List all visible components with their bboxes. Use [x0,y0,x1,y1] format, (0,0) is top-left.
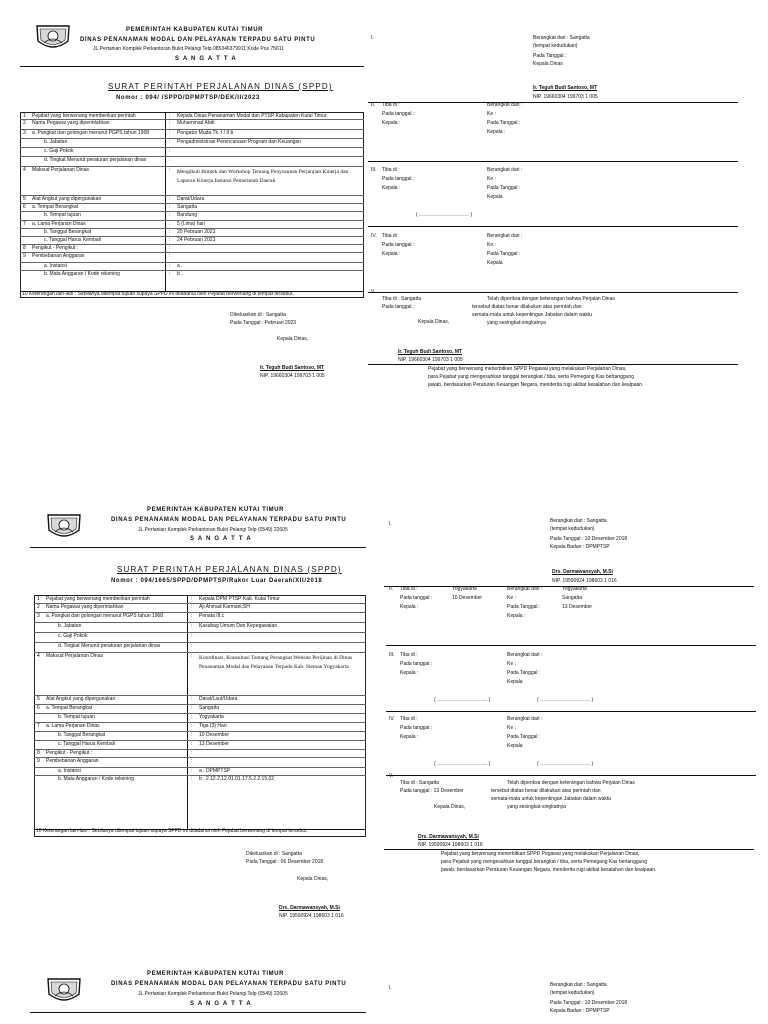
issued-at: Dikeluarkan di : Sangatta [246,851,302,857]
row-value: Mengikuti Bimtek dan Workshop Tentang Penyusunan Perjanjian Kinerja dan Laporan Kinerja Instansi Pemerintah Daerah [177,169,349,184]
row-label: c. Tanggal Harus Kembali [58,741,115,747]
berangkat-dari: Berangkat dari : Sangatta [550,518,607,524]
header-address: JL.Pertanian Komplek Perkantoran Bukit Pelangi Telp (0549) 22605 [138,527,288,533]
stop-ke: Ke : [487,242,496,248]
row-number: 7 [23,221,26,227]
v-text-2: tersebut diatas benar dilakukan atas perintah dan [491,788,601,794]
stop-pada-tanggal: Pada tanggal : [400,661,433,667]
row-label: Maksud Perjalanan Dinas [46,653,103,659]
vi-note-1: Pejabat yang berwenang menerbitkan SPPD Pegawai yang melakukan Perjalanan Dinas, [441,851,640,857]
row-colon: : [169,139,171,145]
row-value: Darat/Udara [177,196,205,202]
row-number: 3 [23,130,26,136]
row-value: Yogyakarta [199,714,224,720]
stop-pada-tanggal: Pada tanggal : [400,725,433,731]
right-roman-i: I. [371,35,374,41]
right-roman-i: I. [389,985,392,991]
top-sign-name: Drs. Darmawansyah, M.Si [552,569,613,575]
v-tiba: Tiba di : Sangatta [400,780,440,786]
stop-berangkat: Berangkat dari : [507,716,543,722]
row-number: 1 [23,113,26,119]
stop-kepala: Kepala : [400,734,419,740]
row-number: 3 [37,613,40,619]
header-city: S A N G A T T A [175,56,237,62]
vi-note-2: para Pejabat yang mengesahkan tanggal berangkat / tiba, serta Pemegang Kas bertanggung [428,374,634,380]
tempat-kedudukan: (tempat kedudukan) [550,526,595,532]
row-colon: : [169,157,171,163]
v-roman: V. [389,773,394,779]
stop-berangkat: Berangkat dari : [487,167,523,173]
row-colon: : [191,653,193,659]
stop-tiba-value: Yogyakarta [452,586,477,592]
header-gov: PEMERINTAH KABUPATEN KUTAI TIMUR [126,27,264,33]
row-label: b. Mata Anggaran / Kode rekening [58,776,134,782]
row-colon: : [191,696,193,702]
v-pada-tanggal: Pada tanggal : [382,304,415,310]
row-value: b . 2.12.2.12.01.01.17.5.2.2.15.02 [199,776,275,782]
row-colon: : [169,148,171,154]
berangkat-dari: Berangkat dari : Sangatta [533,35,590,41]
row-number: 4 [23,167,26,173]
row-value: Tiga (3) Hari [199,723,227,729]
row-number: 9 [23,253,26,259]
stop-kepala-2: Kepala : [507,613,526,619]
row-label: Nama Pegawai yang diperintahkan [32,120,110,126]
row-colon: : [191,768,193,774]
issued-date: Pada Tanggal : 06 Desember 2018 [246,859,324,865]
row-colon: : [169,130,171,136]
stop-roman: III. [389,652,395,658]
row-label: Alat Angkut yang dipergunakan [46,696,116,702]
row-colon: : [191,758,193,764]
row-value: Sangatta [177,204,198,210]
row-colon: : [191,633,193,639]
row-colon: : [191,613,193,619]
row-label: Pengikut - Pengikut : [32,245,79,251]
stop-ke-value: Sangatta [562,595,583,601]
row-label: Alat Angkut yang dipergunakan [32,196,102,202]
row-label: a. Pangkat dan golongan menurut PGPS tahun 1968 [46,613,164,619]
pada-tanggal: Pada Tanggal : 10 Desember 2018 [550,536,628,542]
row-value: Penata III.c [199,613,225,619]
v-sign-name: Ir. Teguh Budi Santoso, MT [398,349,463,355]
top-sign-nip: NIP. 19660304 199703 1 005 [533,94,598,100]
header-dinas: DINAS PENANAMAN MODAL DAN PELAYANAN TERPADU SATU PINTU [111,981,347,987]
stop-ke: Ke : [487,111,496,117]
row-label: a. Tempat Berangkat [32,204,79,210]
v-text-1: Telah diperiksa dengan keterangan bahwa Perjalan Dinas [507,780,635,786]
stop-pada-tanggal-value: 10 Desember [452,595,483,601]
issued-date: Pada Tanggal : Pebruari 2023 [230,320,297,326]
stop-pada-tanggal: Pada tanggal : [382,111,415,117]
v-sign-name: Drs. Darmawansyah, M.Si [418,834,479,840]
stop-kepala-2: Kepala [487,194,503,200]
stop-pada-tanggal: Pada tanggal : [400,595,433,601]
stop-berangkat: Berangkat dari : [487,102,523,108]
right-roman-i: I. [389,521,392,527]
vi-note-3: jawab, berdasarkan Peraturan Keuangan Negara, menderita rugi akibat kesalahan dan kealpaan. [428,382,644,388]
v-sign-nip: NIP. 19590924 198603 1 016 [418,842,483,848]
note-10: 10 Keterangan lain-lain : Sebilanya ditempat tujuan supaya SPPD ini ditadahui oleh Pejabat berwenang di tempat tersebut. [36,828,308,834]
stop-berangkat: Berangkat dari : [507,652,543,658]
row-number: 6 [23,204,26,210]
header-gov: PEMERINTAH KABUPATEN KUTAI TIMUR [147,971,285,977]
row-value: 24 Pebruari 2023 [177,237,216,243]
row-label: Pembebanan Anggaran [32,253,85,259]
issued-kepala: Kepala Dinas, [277,336,309,342]
stop-pada-tanggal: Pada tanggal : [382,242,415,248]
row-label: b. Mata Anggaran / Kode rekening [44,271,120,277]
tempat-kedudukan: (tempat kedudukan) [550,990,595,996]
row-label: b. Tanggal Berangkat [44,229,92,235]
row-label: b. Jabatan [58,623,82,629]
row-label: b. Tempat tujuan [58,714,95,720]
row-colon: : [169,212,171,218]
doc-nomor: Nomor : 094/ /SPPD/DPMPTSP/DEK/II/2023 [116,95,260,101]
stop-pada-tanggal-2-value: 13 Desember [562,604,593,610]
row-colon: : [191,776,193,782]
stop-kepala-2: Kepala : [487,129,506,135]
issued-nip: NIP. 19660304 199703 1 005 [260,373,325,379]
v-text-4: yang sesingkat-singkatnya [507,804,566,810]
row-label: a. Tempat Berangkat [46,705,93,711]
stop-pada-tanggal-2: Pada Tanggal : [487,120,521,126]
row-colon: : [169,221,171,227]
stop-signature-dots: ( ………………………… ) [434,761,491,767]
row-label: a. Instansi [44,263,67,269]
stop-signature-dots: ( ………………………… ) [434,697,491,703]
header-dinas: DINAS PENANAMAN MODAL DAN PELAYANAN TERPADU SATU PINTU [80,37,316,43]
stop-kepala: Kepala : [382,251,401,257]
row-number: 2 [37,604,40,610]
row-label: a. Lama Perjanan Dinas [46,723,100,729]
row-value: Kepala Dinas Penanaman Modal dan PTSP Kabupaten Kutai Timur [177,113,327,119]
stop-pada-tanggal-2: Pada Tanggal : [507,604,541,610]
stop-kepala-2: Kepala [487,260,503,266]
row-colon: : [191,705,193,711]
row-number: 4 [37,653,40,659]
stop-roman: II. [371,102,376,108]
row-colon: : [191,732,193,738]
row-label: b. Tanggal Berangkat [58,732,106,738]
stop-roman: III. [371,167,377,173]
row-label: Pejabat yang berwenang memberikan perintah [46,596,150,602]
stop-kepala-2: Kepala [507,679,523,685]
row-label: c. Tanggal Harus Kembali [44,237,101,243]
stop-ke: Ke : [487,176,496,182]
doc-title: SURAT PERINTAH PERJALANAN DINAS (SPPD) [117,565,342,574]
v-text-3: semata-mata untuk kepentingan Jabatan dalam waktu [472,312,593,318]
stop-tiba: Tiba di : [400,652,418,658]
row-colon: : [169,120,171,126]
stop-tiba: Tiba di : [400,586,418,592]
row-colon: : [169,253,171,259]
row-colon: : [169,271,171,277]
row-colon: : [191,596,193,602]
row-value: Koordinasi, Konsultasi Tentang Perangkat Website Perijinan di Dinas Penanaman Modal dan Pelayanan Terpadu Kab. Sleman Yogyakarta [199,655,352,670]
row-number: 5 [37,696,40,702]
row-label: Maksud Perjalanan Dinas [32,167,89,173]
row-colon: : [191,741,193,747]
row-colon: : [191,643,193,649]
stop-berangkat: Berangkat dari : [507,586,543,592]
row-colon: : [191,604,193,610]
v-tiba: Tiba di : Sangatta [382,296,422,302]
row-colon: : [169,196,171,202]
stop-roman: IV. [371,233,377,239]
row-label: Pembebanan Anggaran [46,758,99,764]
row-label: a. Pangkat dan golongan menurut PGPS tahun 1968 [32,130,150,136]
row-number: 7 [37,723,40,729]
stop-signature-dots: ( ………………………… ) [416,212,473,218]
v-text-2: tersebut diatas benar dilakukan atas perintah dan [472,304,582,310]
note-10: 10 Keterangan lain-lain : Sebilanya ditempat tujuan supaya SPPD ini ditadahui oleh Pejabat berwenang di tempat tersebut. [22,291,294,297]
pada-tanggal: Pada Tanggal : [533,53,567,59]
row-value: 5 (Lima) hari [177,221,206,227]
row-number: 5 [23,196,26,202]
row-colon: : [169,245,171,251]
stop-ke: Ke : [507,725,516,731]
stop-pada-tanggal-2: Pada Tanggal : [487,251,521,257]
stop-pada-tanggal-2: Pada Tanggal : [507,734,541,740]
stop-signature-dots-right: ( ………………………… ) [537,697,594,703]
row-value: Muhammad Abdi [177,120,215,126]
stop-roman: II. [389,586,394,592]
stop-tiba: Tiba di : [382,102,400,108]
stop-roman: IV. [389,716,395,722]
stop-berangkat-value: Yogyakarta [562,586,587,592]
row-value: Kepala DPM PTSP Kab. Kutai Timur [199,596,280,602]
row-colon: : [169,113,171,119]
stop-pada-tanggal-2: Pada Tanggal : [507,670,541,676]
top-sign-name: Ir. Teguh Budi Santoso, MT [533,85,598,91]
row-value: Aji Ahmad Karmani,SH [199,604,250,610]
stop-pada-tanggal-2: Pada Tanggal : [487,185,521,191]
row-colon: : [169,263,171,269]
stop-kepala: Kepala : [400,604,419,610]
v-kepala-dinas: Kepala Dinas, [434,804,466,810]
issued-kepala: Kepala Dinas, [297,876,329,882]
issued-name: Drs. Darmawansyah, M.Si [279,905,340,911]
row-number: 6 [37,705,40,711]
stop-ke: Ke : [507,661,516,667]
row-number: 2 [23,120,26,126]
v-kepala-dinas: Kepala Dinas, [418,319,450,325]
row-value: a . [177,263,183,269]
row-number: 9 [37,758,40,764]
header-rule [30,1012,366,1013]
v-pada-tanggal: Pada tanggal : 13 Desember [400,788,464,794]
row-colon: : [169,204,171,210]
issued-nip: NIP. 19590924 198603 1 016 [279,913,344,919]
doc-title: SURAT PERINTAH PERJALANAN DINAS (SPPD) [108,82,333,91]
v-text-1: Telah diperiksa dengan keterangan bahwa Perjalan Dinas [487,296,615,302]
v-roman: V. [371,289,376,295]
row-label: b. Tempat tujuan [44,212,81,218]
stop-kepala: Kepala : [400,670,419,676]
header-dinas: DINAS PENANAMAN MODAL DAN PELAYANAN TERPADU SATU PINTU [111,517,347,523]
issued-at: Dikeluarkan di : Sangatta [230,312,286,318]
pada-tanggal: Pada Tanggal : 10 Desember 2018 [550,1000,628,1006]
row-value: Kasubag Umum Dan Kepegawaian [199,623,278,629]
row-colon: : [191,623,193,629]
doc-nomor: Nomor : 094/1665/SPPD/DPMPTSP/Rakor Luar Daerah/XII/2018 [111,578,323,584]
row-label: b. Jabatan [44,139,68,145]
stop-kepala: Kepala : [382,120,401,126]
row-colon: : [169,237,171,243]
row-colon: : [191,723,193,729]
kepala-badan: Kepala Badan : DPMPTSP [550,544,610,550]
stop-tiba: Tiba di : [382,167,400,173]
header-gov: PEMERINTAH KABUPATEN KUTAI TIMUR [147,507,285,513]
stop-ke: Ke : [507,595,516,601]
row-colon: : [191,750,193,756]
row-value: 10 Desember [199,732,230,738]
row-label: a. Lama Perjanan Dinas [32,221,86,227]
row-label: Pengikut - Pengikut : [46,750,93,756]
row-value: Pengadministrasi Perencanaan Program dan Keuangan [177,139,301,145]
stop-berangkat: Berangkat dari : [487,233,523,239]
row-label: c. Gaji Pokok [44,148,74,154]
row-label: c. Gaji Pokok [58,633,88,639]
header-city: S A N G A T T A [190,1001,252,1007]
row-value: Bandung [177,212,198,218]
berangkat-dari: Berangkat dari : Sangatta [550,982,607,988]
stop-pada-tanggal: Pada tanggal : [382,176,415,182]
row-value: Darat/Laut/Udara [199,696,238,702]
stop-kepala: Kepala : [382,185,401,191]
row-label: a. Instansi [58,768,81,774]
v-text-3: semata-mata untuk kepentingan Jabatan dalam waktu [491,796,612,802]
row-value: b . [177,271,183,277]
vi-note-1: Pejabat yang berwenang menerbitkan SPPD Pegawai yang melakukan Perjalanan Dinas, [428,366,627,372]
row-label: d. Tingkat Menurut peraturan perjalanan dinas [58,643,161,649]
row-number: 1 [37,596,40,602]
stop-tiba: Tiba di : [382,233,400,239]
row-colon: : [169,229,171,235]
top-sign-nip: NIP. 19590924 198603 1 016 [552,578,617,584]
kutai-timur-emblem-icon [45,976,83,1006]
v-sign-nip: NIP. 19660304 199703 1 005 [398,357,463,363]
row-number: 8 [23,245,26,251]
kepala-badan: Kepala Badan : DPMPTSP [550,1008,610,1014]
header-address: JL.Pertanian Komplek Perkantoran Bukit Pelangi Telp (0549) 22605 [138,991,288,997]
row-label: Nama Pegawai yang diperintahkan [46,604,124,610]
row-value: 13 Desember [199,741,230,747]
tempat-kedudukan: (tempat kedudukan) [533,43,578,49]
row-value: 20 Pebruari 2023 [177,229,216,235]
issued-name: Ir. Teguh Budi Santoso, MT [260,365,325,371]
stop-signature-dots-right: ( ………………………… ) [537,761,594,767]
stop-tiba: Tiba di : [400,716,418,722]
row-number: 8 [37,750,40,756]
stop-kepala-2: Kepala [507,743,523,749]
header-address: JL.Pertanian Komplek Perkantoran Bukit Pelangi Telp.085346379911 Kode Pos 75611 [93,46,284,52]
vi-note-2: para Pejabat yang mengesahkan tanggal berangkat / tiba, serta Pemegang Kas bertanggung [441,859,647,865]
row-value: Sangatta [199,705,220,711]
v-text-4: yang sesingkat-singkatnya [487,320,546,326]
header-city: S A N G A T T A [190,536,252,542]
row-colon: : [169,167,171,173]
vi-note-3: jawab, berdasarkan Peraturan Keuangan Negara, menderita rugi akibat kesalahan dan kealpaan. [441,867,657,873]
row-label: Pejabat yang berwenang memberikan perintah [32,113,136,119]
row-value: Pengatur Muda Tk. I / II b [177,130,234,136]
row-value: a . DPMPTSP [199,768,231,774]
row-label: d. Tingkat Menurut peraturan perjalanan dinas [44,157,147,163]
row-colon: : [191,714,193,720]
kepala-dinas-label: Kepala Dinas [533,61,563,67]
